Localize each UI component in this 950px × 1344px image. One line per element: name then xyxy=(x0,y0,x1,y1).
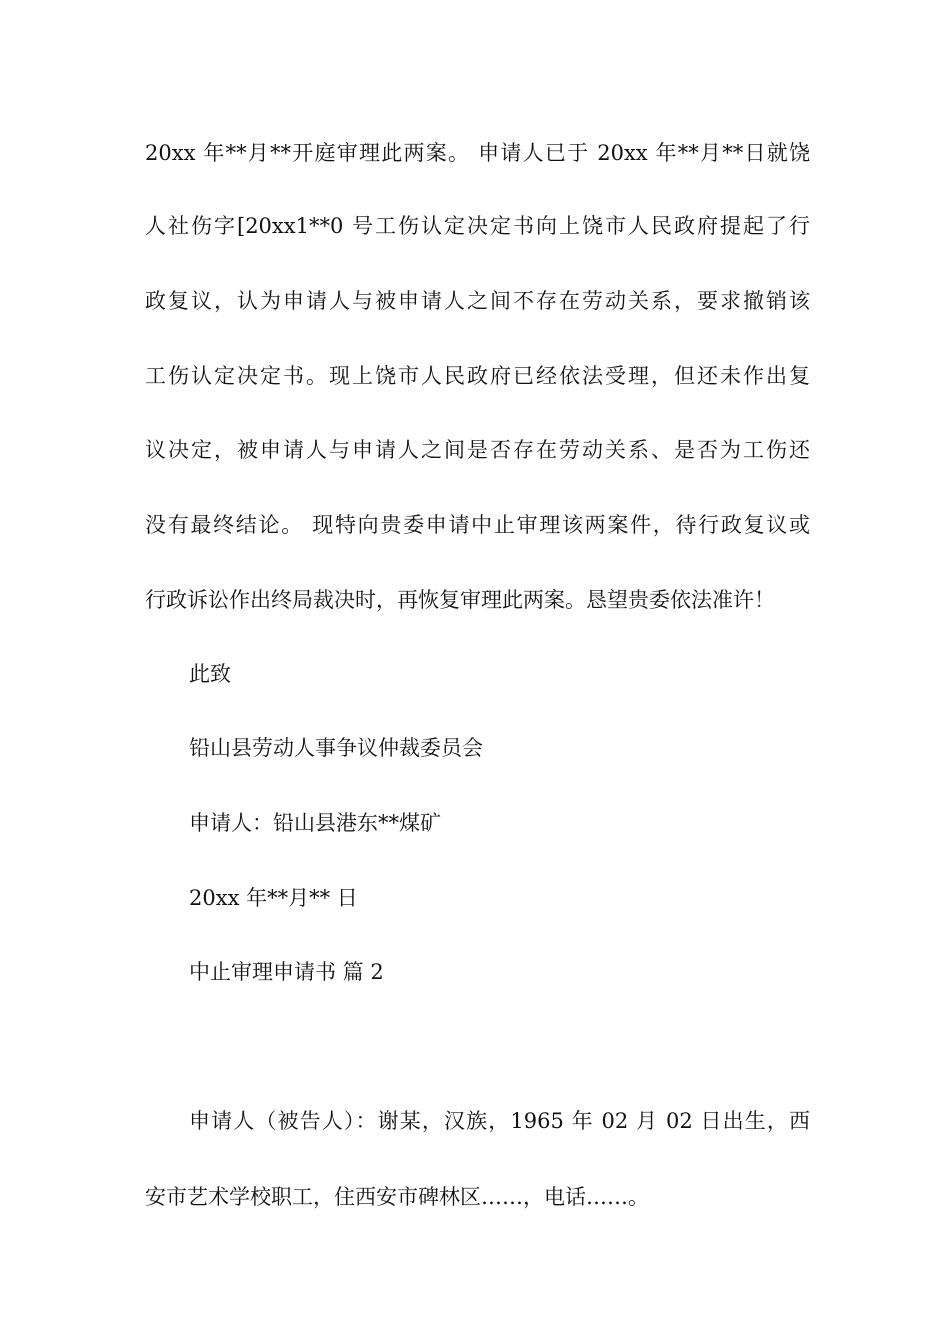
body-text-line: 行政诉讼作出终局裁决时，再恢复审理此两案。恳望贵委依法准许！ xyxy=(145,588,775,612)
body-text-line: 没有最终结论。 现特向贵委申请中止审理该两案件，待行政复议或 xyxy=(145,513,810,537)
body-text-line: 安市艺术学校职工，住西安市碑林区……，电话……。 xyxy=(145,1185,649,1209)
body-text-line: 20xx 年**月**开庭审理此两案。 申请人已于 20xx 年**月**日就饶 xyxy=(145,141,810,165)
salutation: 此致 xyxy=(189,662,231,686)
body-text-line: 工伤认定决定书。现上饶市人民政府已经依法受理，但还未作出复 xyxy=(145,364,810,388)
recipient: 铅山县劳动人事争议仲裁委员会 xyxy=(189,736,483,760)
body-text-line: 议决定，被申请人与申请人之间是否存在劳动关系、是否为工伤还 xyxy=(145,438,810,462)
body-text-line: 人社伤字[20xx1**0 号工伤认定决定书向上饶市人民政府提起了行 xyxy=(145,214,810,238)
body-text-line: 申请人（被告人）：谢某，汉族，1965 年 02 月 02 日出生，西 xyxy=(189,1109,810,1133)
applicant-signature: 申请人：铅山县港东**煤矿 xyxy=(189,811,441,835)
document-date: 20xx 年**月** 日 xyxy=(189,886,358,910)
body-text-line: 政复议，认为申请人与被申请人之间不存在劳动关系，要求撤销该 xyxy=(145,289,810,313)
section-title: 中止审理申请书 篇 2 xyxy=(189,960,384,984)
